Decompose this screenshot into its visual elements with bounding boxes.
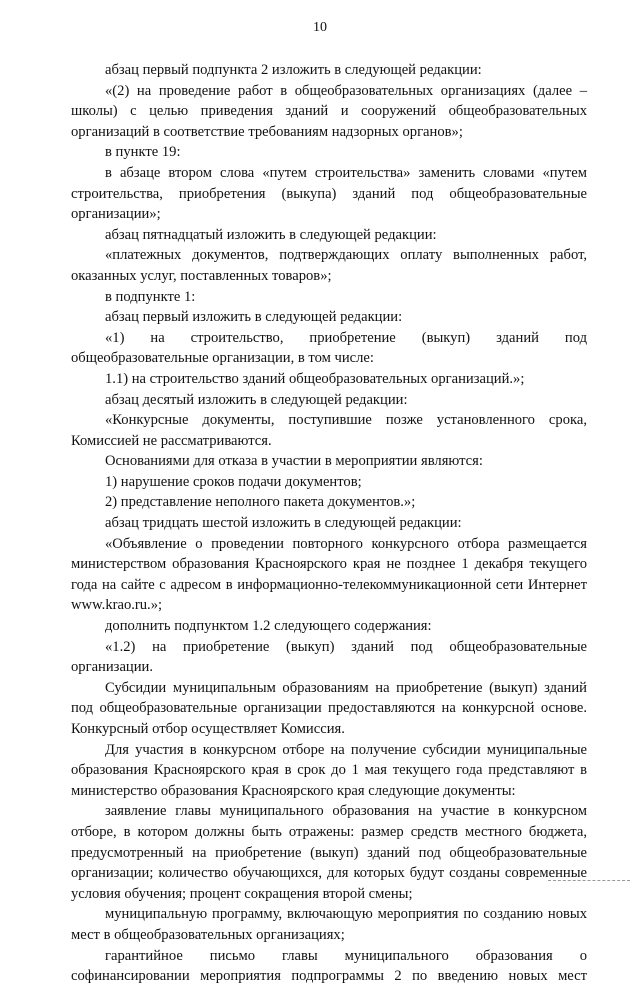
paragraph: в подпункте 1: [105, 288, 196, 305]
paragraph: в абзаце втором слова «путем строительства» заменить словами «путем строительства, приобретения (выкупа) зданий под общеобразовательные организации»; [71, 164, 587, 223]
paragraph: абзац тридцать шестой изложить в следующей редакции: [105, 515, 462, 532]
paragraph: Для участия в конкурсном отборе на получение субсидии муниципальные образования Красноярского края в срок до 1 мая текущего года представляют в министерство образования Красноярского края следующие документы: [71, 741, 587, 799]
paragraph: «платежных документов, подтверждающих оплату выполненных работ, оказанных услуг, поставленных товаров»; [71, 247, 587, 284]
paragraph: «(2) на проведение работ в общеобразовательных организациях (далее – школы) с целью приведения зданий и сооружений общеобразовательных организаций в соответствие требованиям надзорных органов»; [71, 82, 587, 140]
paragraph: абзац первый изложить в следующей редакции: [105, 309, 403, 326]
paragraph: 2) представление неполного пакета документов.»; [105, 494, 416, 511]
paragraph: 1) нарушение сроков подачи документов; [105, 473, 362, 490]
paragraph: «Объявление о проведении повторного конкурсного отбора размещается министерством образования Красноярского края не позднее 1 декабря текущего года на сайте с адресом в информационно-телекоммуникационной сети Интернет www.krao.ru.»; [71, 535, 587, 614]
paragraph: абзац первый подпункта 2 изложить в следующей редакции: [105, 62, 482, 78]
paragraph: 1.1) на строительство зданий общеобразовательных организаций.»; [105, 370, 525, 387]
paragraph: Основаниями для отказа в участии в мероприятии являются: [105, 453, 483, 470]
paragraph: абзац пятнадцатый изложить в следующей редакции: [105, 226, 437, 243]
page-number: 10 [313, 20, 327, 35]
paragraph: «1.2) на приобретение (выкуп) зданий под общеобразовательные организации. [71, 638, 587, 676]
paragraph: заявление главы муниципального образования на участие в конкурсном отборе, в котором должны быть отражены: размер средств местного бюджета, предусмотренный на приобретение (выкуп) зданий под общеобразовательные организации; количество обучающихся, для которых будут созданы современные условия обучения; процент сокращения второй смены; [71, 803, 587, 902]
document-body [71, 60, 587, 987]
paragraph: Субсидии муниципальным образованиям на приобретение (выкуп) зданий под общеобразовательные организации предоставляются на конкурсной основе. Конкурсный отбор осуществляет Комиссия. [71, 679, 587, 737]
paragraph: дополнить подпунктом 1.2 следующего содержания: [105, 618, 432, 635]
footer-rule [548, 880, 630, 881]
paragraph: «1) на строительство, приобретение (выкуп) зданий под общеобразовательные организации, в том числе: [71, 329, 587, 367]
paragraph: гарантийное письмо главы муниципального образования о софинансировании мероприятия подпрограммы 2 по введению новых мест [71, 947, 587, 985]
paragraph: абзац десятый изложить в следующей редакции: [105, 391, 408, 408]
paragraph: «Конкурсные документы, поступившие позже установленного срока, Комиссией не рассматриваются. [71, 412, 587, 449]
paragraph: в пункте 19: [105, 144, 181, 161]
paragraph: муниципальную программу, включающую мероприятия по созданию новых мест в общеобразовательных организациях; [71, 906, 587, 943]
